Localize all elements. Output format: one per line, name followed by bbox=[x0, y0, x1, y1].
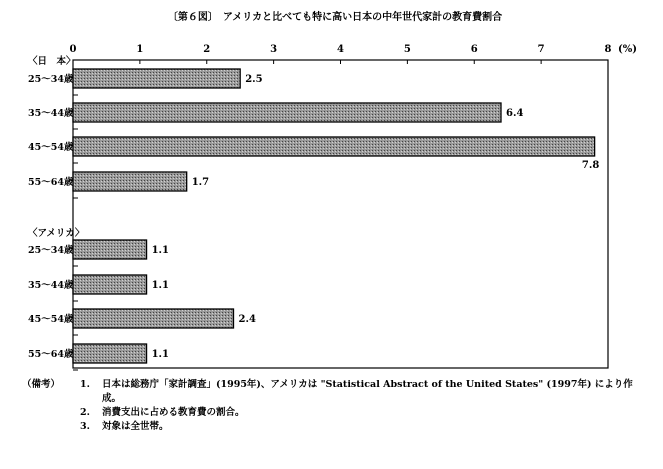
notes-lead: （備考） bbox=[22, 379, 61, 390]
chart-title: 〔第６図〕 アメリカと比べても特に高い日本の中年世代家計の教育費割合 bbox=[167, 12, 503, 23]
bar bbox=[73, 103, 501, 122]
group-label: 〈日 本〉 bbox=[28, 56, 76, 67]
data-label: 2.4 bbox=[238, 314, 256, 325]
data-label: 1.7 bbox=[191, 177, 210, 188]
category-label: 25〜34歳 bbox=[28, 245, 74, 256]
note-1 bbox=[22, 378, 652, 392]
note-2 bbox=[22, 406, 652, 420]
x-tick-label: 2 bbox=[203, 44, 211, 55]
data-label: 1.1 bbox=[151, 245, 169, 256]
bar bbox=[73, 172, 187, 191]
bar bbox=[73, 344, 147, 363]
category-label: 35〜44歳 bbox=[28, 280, 74, 291]
note-1-continuation: 成。 bbox=[102, 393, 122, 404]
x-tick-label: 1 bbox=[136, 44, 144, 55]
bar bbox=[73, 240, 147, 259]
bar bbox=[73, 309, 234, 328]
data-label: 2.5 bbox=[245, 74, 263, 85]
category-label: 55〜64歳 bbox=[28, 177, 74, 188]
category-label: 25〜34歳 bbox=[28, 74, 74, 85]
note-3 bbox=[22, 420, 652, 434]
note-3-number: 3. bbox=[80, 421, 90, 432]
data-label: 6.4 bbox=[506, 108, 524, 119]
x-tick-label: 6 bbox=[470, 44, 478, 55]
x-tick-label: 8 bbox=[604, 44, 612, 55]
x-tick-label: 4 bbox=[337, 44, 344, 55]
category-label: 45〜54歳 bbox=[28, 142, 74, 153]
x-tick-label: 5 bbox=[403, 44, 411, 55]
note-2-text: 消費支出に占める教育費の割合。 bbox=[102, 407, 245, 418]
x-tick-label: 0 bbox=[69, 44, 77, 55]
note-1-text: 日本は総務庁「家計調査」(1995年)、アメリカは "Statistical Abstract of the United States" (1997年) により作 bbox=[102, 379, 633, 390]
bar bbox=[73, 275, 147, 294]
group-label: 〈アメリカ〉 bbox=[28, 228, 85, 239]
bar bbox=[73, 137, 595, 156]
category-label: 55〜64歳 bbox=[28, 349, 74, 360]
category-label: 35〜44歳 bbox=[28, 108, 74, 119]
note-3-text: 対象は全世帯。 bbox=[102, 421, 169, 432]
note-2-number: 2. bbox=[80, 407, 90, 418]
data-label: 7.8 bbox=[581, 160, 600, 171]
category-label: 45〜54歳 bbox=[28, 314, 74, 325]
note-1-number: 1. bbox=[80, 379, 90, 390]
data-label: 1.1 bbox=[151, 280, 169, 291]
notes bbox=[22, 378, 652, 434]
bar bbox=[73, 69, 240, 88]
x-tick-label: 7 bbox=[537, 44, 545, 55]
x-tick-label: 3 bbox=[270, 44, 278, 55]
data-label: 1.1 bbox=[151, 349, 169, 360]
unit-label: (%) bbox=[618, 44, 637, 55]
